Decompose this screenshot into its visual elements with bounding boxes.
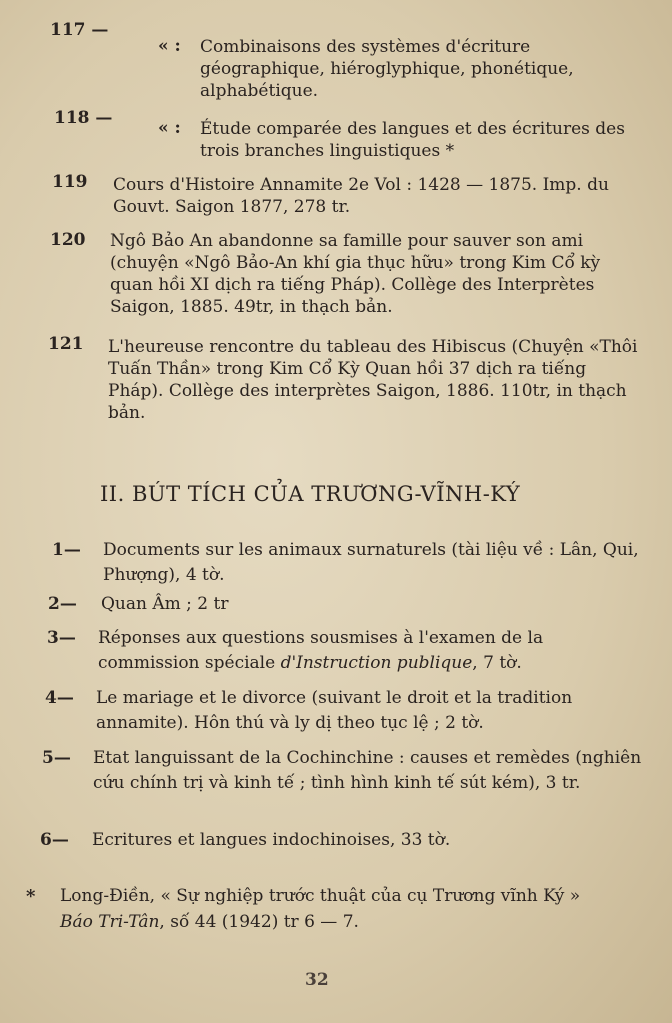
entry-number: 117 — [50,20,109,40]
page-number: 32 [305,970,329,990]
entry-text: L'heureuse rencontre du tableau des Hibiscus (Chuyện «Thôi Tuấn Thần» trong Kim Cổ Kỳ Quan hồi 37 dịch ra tiếng Pháp). Collège des interprètes Saigon, 1886. 110tr, in thạch bản. [108,337,638,423]
list-item-text: Documents sur les animaux surnaturels (tài liệu về : Lân, Qui, Phượng), 4 tờ. [103,540,639,585]
footnote-source-details: , số 44 (1942) tr 6 — 7. [159,912,359,932]
footnote-star: * [26,886,36,907]
entry-number: 118 — [54,108,113,128]
list-item-number: 3— [47,628,76,648]
entry-text: Combinaisons des systèmes d'écriture géographique, hiéroglyphique, phonétique, alphabétique. [200,37,574,101]
footnote [60,883,650,935]
list-item-number: 2— [48,594,77,614]
entry-text: Ngô Bảo An abandonne sa famille pour sauver son ami (chuyện «Ngô Bảo-An khí gia thục hữu» trong Kim Cổ kỳ quan hồi XI dịch ra tiếng Pháp). Collège des Interprètes Saigon, 1885. 49tr, in thạch bản. [110,231,601,317]
list-item-text-part: , 7 tờ. [472,653,522,673]
list-item-text [98,626,643,676]
list-item-number: 4— [45,688,74,708]
list-item-text: Ecritures et langues indochinoises, 33 tờ. [92,830,451,850]
entry-text: Cours d'Histoire Annamite 2e Vol : 1428 — 1875. Imp. du Gouvt. Saigon 1877, 278 tr. [113,175,609,217]
entry-number: 120 [50,230,86,250]
list-item-italic-part: d'Instruction publique [280,653,473,673]
footnote-author: Long-Điền, « Sự nghiệp trước thuật của cụ Trương vĩnh Ký » [60,886,581,906]
entry-number: 121 [48,334,84,354]
list-item-number: 1— [52,540,81,560]
entry-text: Étude comparée des langues et des écritures des trois branches linguistiques * [200,119,625,161]
list-item-text: Etat languissant de la Cochinchine : causes et remèdes (nghiên cứu chính trị và kinh tế ; tình hình kinh tế sút kém), 3 tr. [93,748,642,793]
list-item-number: 5— [42,748,71,768]
footnote-source-title: Báo Tri-Tân [60,912,160,932]
entry-number: 119 [52,172,88,192]
list-item-number: 6— [40,830,69,850]
entry-marker: « : [158,36,181,56]
list-item-text-part: Réponses aux questions sousmises à l'examen de la commission spéciale [98,628,544,673]
section-title: II. BÚT TÍCH CỦA TRƯƠNG-VĨNH-KÝ [100,482,521,506]
entry-marker: « : [158,118,181,138]
list-item-text: Le mariage et le divorce (suivant le droit et la tradition annamite). Hôn thú và ly dị theo tục lệ ; 2 tờ. [96,688,573,733]
list-item-text: Quan Âm ; 2 tr [101,594,229,614]
